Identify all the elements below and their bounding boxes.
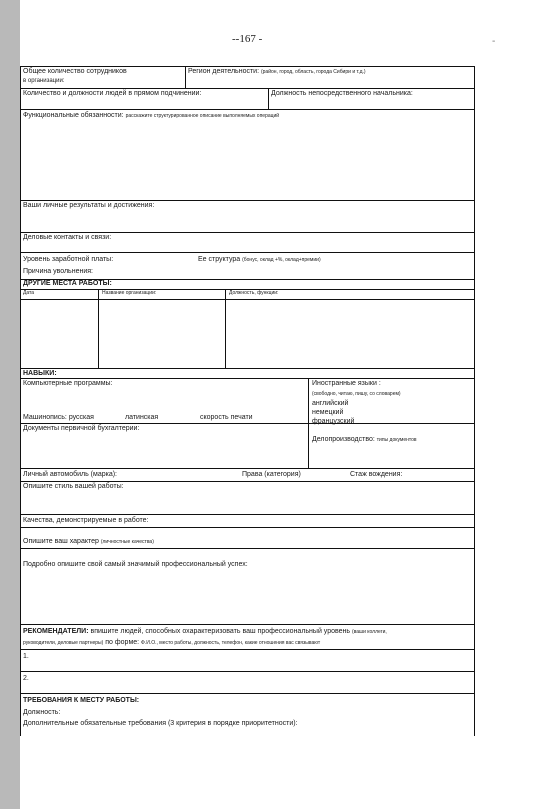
rule [185, 66, 186, 88]
jobs-col-date: Дата [23, 290, 35, 296]
duties-label: Функциональные обязанности: [23, 112, 124, 119]
rule [20, 368, 475, 369]
recommenders-form-hint: Ф.И.О., место работы, должность, телефон, какие отношения вас связывают [141, 640, 321, 646]
dismissal-reason-label: Причина увольнения: [23, 268, 93, 275]
skills-heading: НАВЫКИ: [23, 370, 57, 377]
records-management-label: Делопроизводство: [312, 436, 375, 443]
page-mark: - [492, 36, 496, 47]
rule [20, 548, 475, 549]
other-jobs-heading: ДРУГИЕ МЕСТА РАБОТЫ: [23, 280, 112, 287]
typing-latin: латинская [125, 414, 159, 421]
rule [20, 232, 475, 233]
rule [308, 378, 309, 468]
rule [268, 88, 269, 109]
character-hint: (личностные качества) [100, 539, 154, 545]
contacts-label: Деловые контакты и связи: [23, 234, 112, 241]
rule [20, 378, 475, 379]
languages-label: Иностранные языки : [312, 380, 381, 387]
rule [20, 299, 475, 300]
recommender-1: 1. [23, 653, 29, 660]
rule [20, 252, 475, 253]
scan-edge-shadow [0, 0, 20, 809]
typing-speed: скорость печати [200, 414, 253, 421]
driving-experience-label: Стаж вождения: [350, 471, 403, 478]
region-hint: (район, город, область, города Сибири и т.д.) [260, 69, 366, 75]
work-style-label: Опишите стиль вашей работы: [23, 483, 124, 490]
region-label: Регион деятельности: [188, 68, 260, 75]
lang-german: немецкий [312, 409, 344, 416]
salary-structure-hint: (бонус, оклад +%, оклад+премии) [242, 257, 321, 263]
license-label: Права (категория) [242, 471, 301, 478]
additional-requirements-label: Дополнительные обязательные требования (3 критерия в порядке приоритетности): [23, 720, 298, 727]
results-label: Ваши личные результаты и достижения: [23, 202, 155, 209]
rule [20, 200, 475, 201]
rule [20, 671, 475, 672]
job-requirements-heading: ТРЕБОВАНИЯ К МЕСТУ РАБОТЫ: [23, 697, 140, 704]
success-label: Подробно опишите свой самый значимый профессиональный успех: [23, 561, 248, 568]
rule [20, 66, 21, 736]
employee-count-label-2: в организации: [23, 78, 65, 84]
accounting-docs-label: Документы первичной бухгалтерии: [23, 425, 140, 432]
rule [20, 468, 475, 469]
rule [98, 289, 99, 368]
rule [474, 66, 475, 736]
recommender-2: 2. [23, 675, 29, 682]
rule [20, 88, 475, 89]
rule [225, 289, 226, 368]
salary-structure-label: Ее структура [198, 256, 241, 263]
questionnaire-form [20, 66, 475, 736]
duties-hint: расскажите структурированное описание выполняемых операций [125, 113, 280, 119]
rule [20, 649, 475, 650]
subordinates-label: Количество и должности людей в прямом подчинении: [23, 90, 202, 97]
records-hint: типы документов [376, 437, 417, 443]
lang-french: французский [312, 418, 355, 425]
rule [20, 66, 475, 67]
recommenders-hint-2: руководители, деловые партнеры) [23, 640, 104, 646]
rule [20, 514, 475, 515]
rule [20, 693, 475, 694]
lang-english: английский [312, 400, 349, 407]
recommenders-hint-1: (ваши коллеги, [352, 629, 387, 635]
rule [20, 624, 475, 625]
salary-level-label: Уровень заработной платы: [23, 256, 114, 263]
computer-programs-label: Компьютерные программы: [23, 380, 113, 387]
qualities-label: Качества, демонстрируемые в работе: [23, 517, 149, 524]
page-number: --167 - [232, 33, 263, 45]
rule [20, 109, 475, 110]
recommenders-text: впишите людей, способных охарактеризовать ваш профессиональный уровень [90, 628, 351, 635]
character-label: Опишите ваш характер [23, 538, 99, 545]
languages-hint: (свободно, читаю, пишу, со словарем) [312, 391, 401, 397]
rule [20, 481, 475, 482]
manager-position-label: Должность непосредственного начальника: [271, 90, 413, 97]
rule [20, 423, 475, 424]
position-label: Должность: [23, 709, 61, 716]
recommenders-heading: РЕКОМЕНДАТЕЛИ: [23, 628, 89, 635]
car-label: Личный автомобиль (марка): [23, 471, 117, 478]
employee-count-label: Общее количество сотрудников [23, 68, 127, 75]
recommenders-form: по форме: [105, 639, 140, 646]
typing-label: Машинопись: русская [23, 414, 94, 421]
jobs-col-org: Название организации: [102, 290, 157, 296]
jobs-col-position: Должность, функции: [229, 290, 279, 296]
rule [20, 527, 475, 528]
